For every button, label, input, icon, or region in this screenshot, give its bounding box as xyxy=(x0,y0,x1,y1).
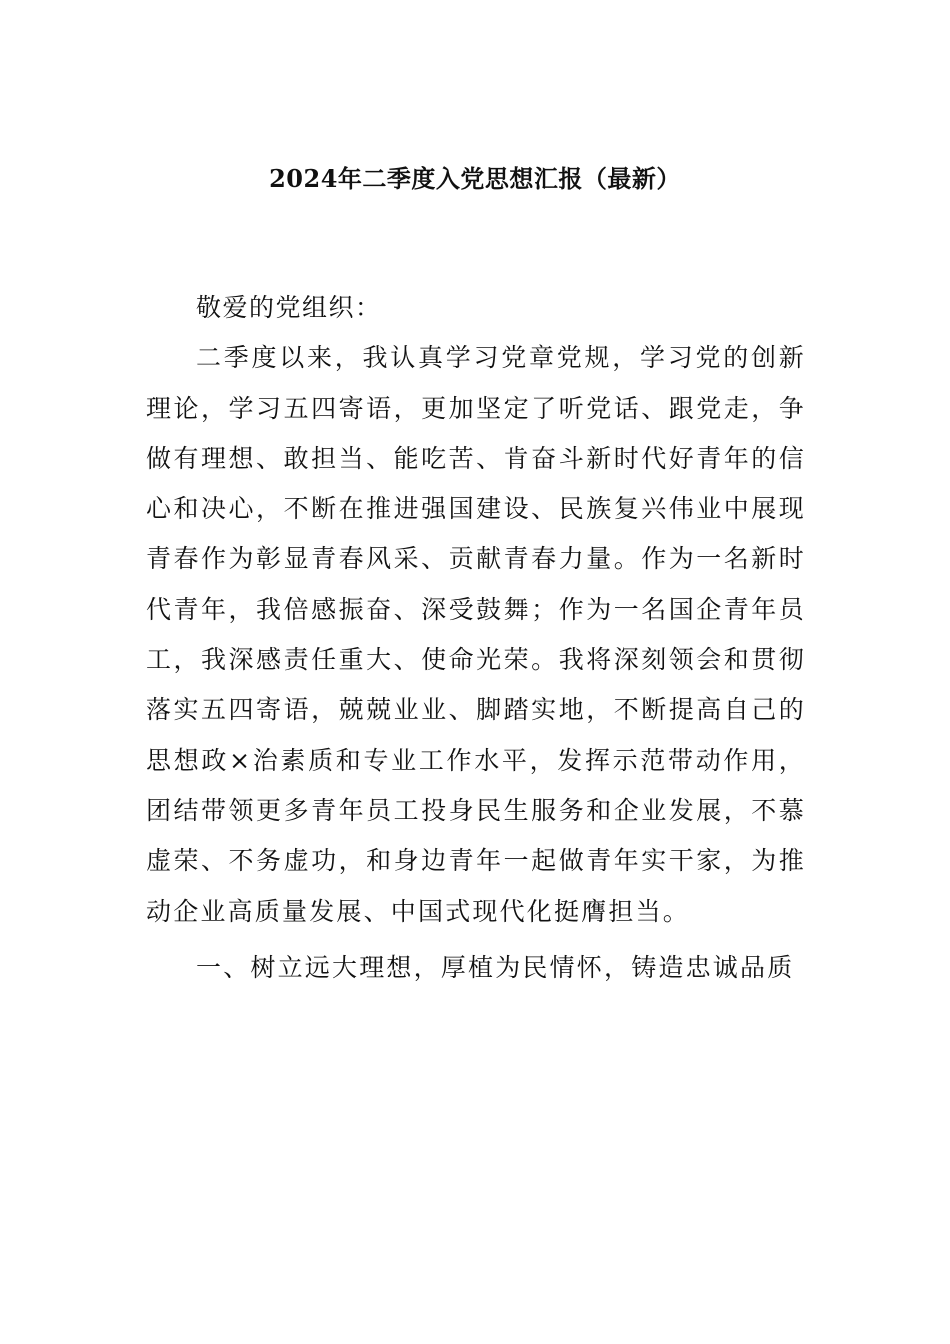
body-paragraph: 二季度以来，我认真学习党章党规，学习党的创新理论，学习五四寄语，更加坚定了听党话、跟党走，争做有理想、敢担当、能吃苦、肯奋斗新时代好青年的信心和决心，不断在推进强国建设、民族复兴伟业中展现青春作为彰显青春风采、贡献青春力量。作为一名新时代青年，我倍感振奋、深受鼓舞；作为一名国企青年员工，我深感责任重大、使命光荣。我将深刻领会和贯彻落实五四寄语，兢兢业业、脚踏实地，不断提高自己的思想政×治素质和专业工作水平，发挥示范带动作用，团结带领更多青年员工投身民生服务和企业发展，不慕虚荣、不务虚功，和身边青年一起做青年实干家，为推动企业高质量发展、中国式现代化挺膺担当。 xyxy=(146,343,806,926)
document-body xyxy=(146,283,806,993)
salutation: 敬爱的党组织： xyxy=(196,293,382,322)
section-heading: 一、树立远大理想，厚植为民情怀，铸造忠诚品质 xyxy=(196,952,795,982)
document-title: 2024年二季度入党思想汇报（最新） xyxy=(269,164,681,193)
